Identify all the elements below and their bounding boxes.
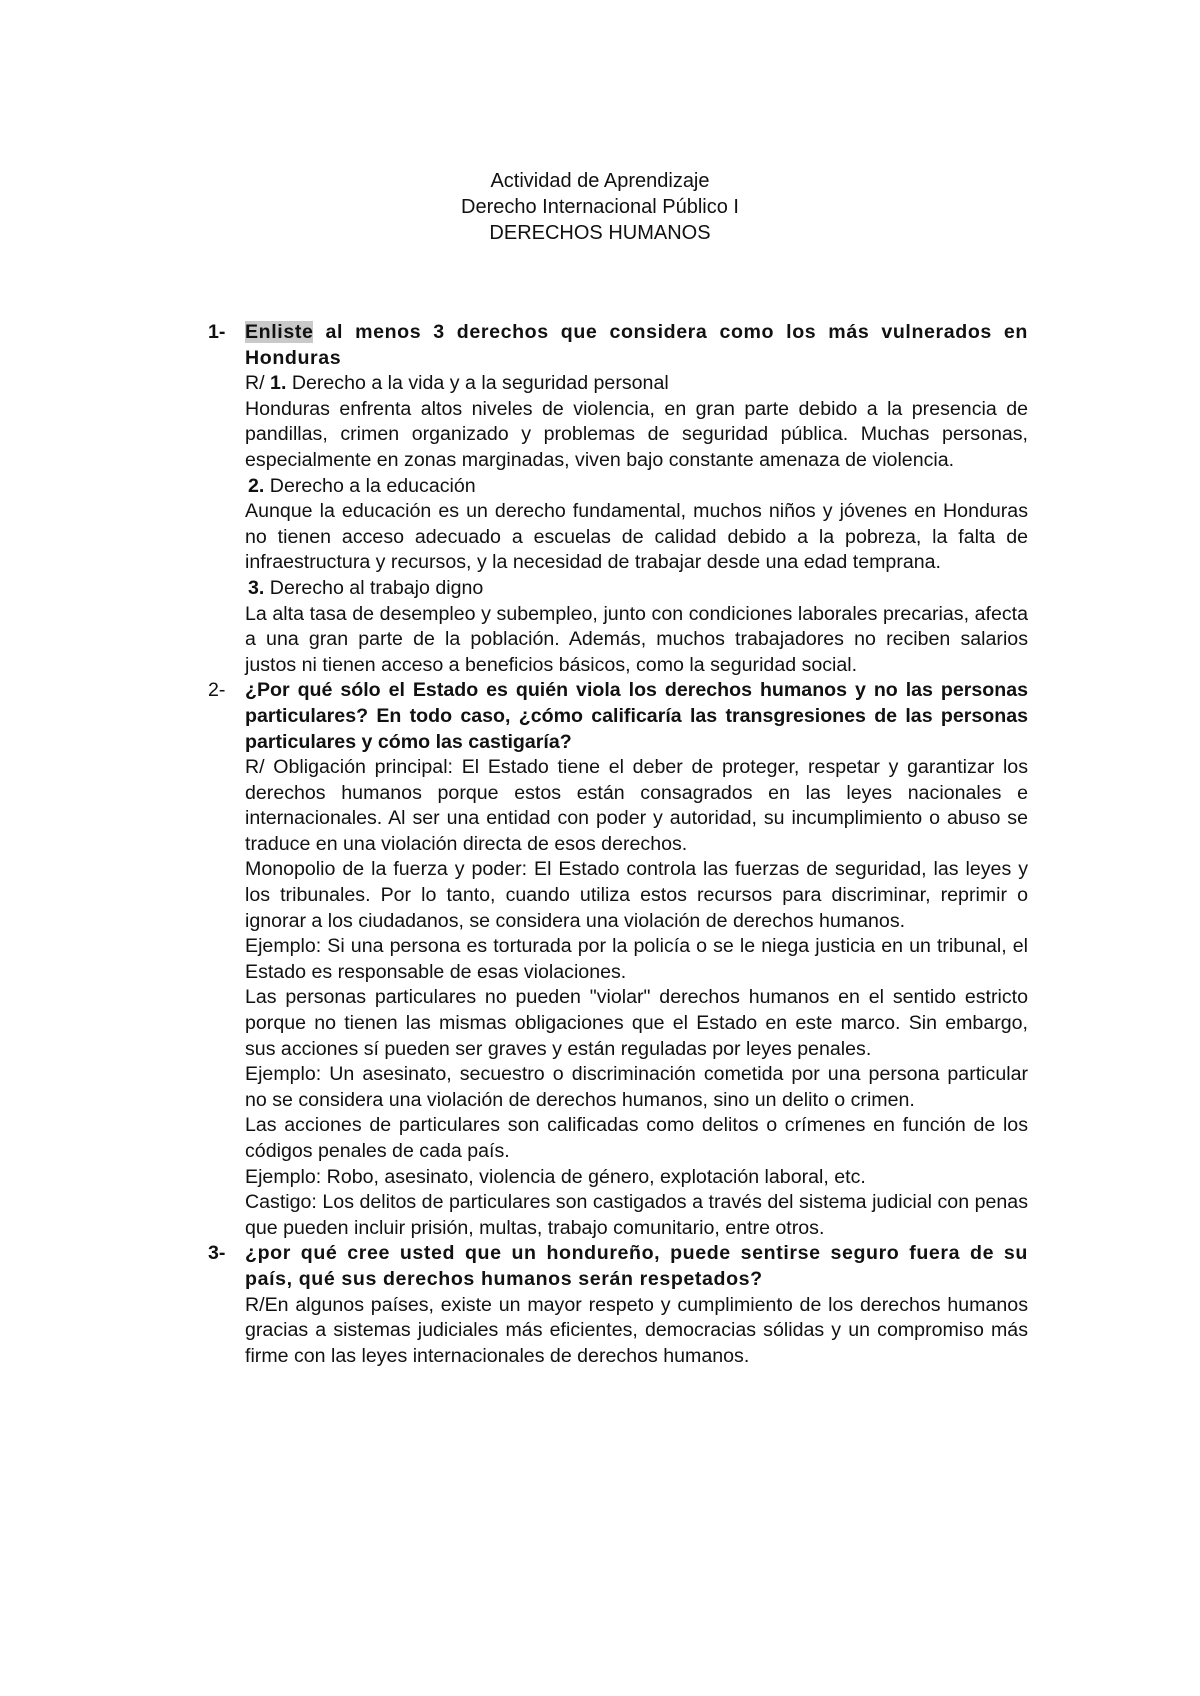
- answer-2-paragraph: Ejemplo: Si una persona es torturada por la policía o se le niega justicia en un tribunal, el Estado es responsable de esas violaciones.: [245, 935, 1028, 983]
- document-header: [0, 168, 1200, 246]
- answer-1-item-1-text: Honduras enfrenta altos niveles de violencia, en gran parte debido a la presencia de pandillas, crimen organizado y problemas de seguridad pública. Muchas personas, especialmente en zonas marginadas, viven bajo constante amenaza de violencia.: [245, 397, 1028, 471]
- answer-2-paragraph: Ejemplo: Un asesinato, secuestro o discriminación cometida por una persona particular no se considera una violación de derechos humanos, sino un delito o crimen.: [245, 1063, 1028, 1111]
- answer-2-paragraph: Castigo: Los delitos de particulares son castigados a través del sistema judicial con penas que pueden incluir prisión, multas, trabajo comunitario, entre otros.: [245, 1191, 1028, 1239]
- answer-1-item-3-text: La alta tasa de desempleo y subempleo, junto con condiciones laborales precarias, afecta a una gran parte de la población. Además, muchos trabajadores no reciben salarios justos ni tienen acceso a beneficios básicos, como la seguridad social.: [245, 602, 1028, 676]
- question-1: [208, 320, 1028, 678]
- item-2-number: 2.: [248, 474, 265, 497]
- item-3-number: 3.: [248, 576, 265, 599]
- question-1-text: [245, 320, 1028, 371]
- answer-2-paragraph: Monopolio de la fuerza y poder: El Estado controla las fuerzas de seguridad, las leyes y los tribunales. Por lo tanto, cuando utiliza estos recursos para discriminar, reprimir o ignorar a los ciudadanos, se considera una violación de derechos humanos.: [245, 858, 1028, 932]
- question-3-text: ¿por qué cree usted que un hondureño, puede sentirse seguro fuera de su país, qué sus derechos humanos serán respetados?: [245, 1242, 1028, 1290]
- answer-2-paragraph: Las acciones de particulares son calificadas como delitos o crímenes en función de los códigos penales de cada país.: [245, 1114, 1028, 1162]
- header-activity-title: Actividad de Aprendizaje: [490, 170, 710, 192]
- item-1-number: 1.: [270, 372, 287, 395]
- answer-1-prefix: R/: [245, 372, 271, 395]
- answer-2-paragraph: R/ Obligación principal: El Estado tiene el deber de proteger, respetar y garantizar los derechos humanos porque estos están consagrados en las leyes nacionales e internacionales. Al ser una entidad con poder y autoridad, su incumplimiento o abuso se traduce en una violación directa de esos derechos.: [245, 756, 1028, 855]
- question-2-text: ¿Por qué sólo el Estado es quién viola los derechos humanos y no las personas particulares? En todo caso, ¿cómo calificaría las transgresiones de las personas particulares y cómo las castigaría?: [245, 679, 1028, 753]
- document-body: [208, 320, 1028, 1369]
- item-3-title: Derecho al trabajo digno: [264, 576, 484, 599]
- answer-1-item-2-text: Aunque la educación es un derecho fundamental, muchos niños y jóvenes en Honduras no tienen acceso adecuado a escuelas de calidad debido a la pobreza, la falta de infraestructura y recursos, y la necesidad de trabajar desde una edad temprana.: [245, 500, 1028, 574]
- question-2: [208, 678, 1028, 1241]
- answer-2-paragraph: Ejemplo: Robo, asesinato, violencia de género, explotación laboral, etc.: [245, 1165, 866, 1188]
- question-3-number: 3-: [208, 1242, 226, 1265]
- header-course-title: Derecho Internacional Público I: [461, 196, 739, 218]
- answer-1-item-2-heading: [245, 474, 1028, 500]
- item-1-title: Derecho a la vida y a la seguridad personal: [286, 372, 669, 395]
- question-3: [208, 1241, 1028, 1369]
- answer-2-paragraph: Las personas particulares no pueden "violar" derechos humanos en el sentido estricto porque no tienen las mismas obligaciones que el Estado en este marco. Sin embargo, sus acciones sí pueden ser graves y están reguladas por leyes penales.: [245, 986, 1028, 1060]
- item-2-title: Derecho a la educación: [264, 474, 476, 497]
- header-topic-title: DERECHOS HUMANOS: [489, 222, 711, 244]
- question-1-rest: al menos 3 derechos que considera como los más vulnerados en Honduras: [245, 321, 1028, 369]
- answer-3-paragraph: R/En algunos países, existe un mayor respeto y cumplimiento de los derechos humanos gracias a sistemas judiciales más eficientes, democracias sólidas y un compromiso más firme con las leyes internacionales de derechos humanos.: [245, 1293, 1028, 1367]
- question-1-number: 1-: [208, 321, 226, 343]
- answer-1-item-1-heading: [245, 371, 1028, 397]
- question-2-number: 2-: [208, 679, 226, 702]
- highlighted-word: Enliste: [245, 321, 314, 343]
- answer-1-item-3-heading: [245, 576, 1028, 602]
